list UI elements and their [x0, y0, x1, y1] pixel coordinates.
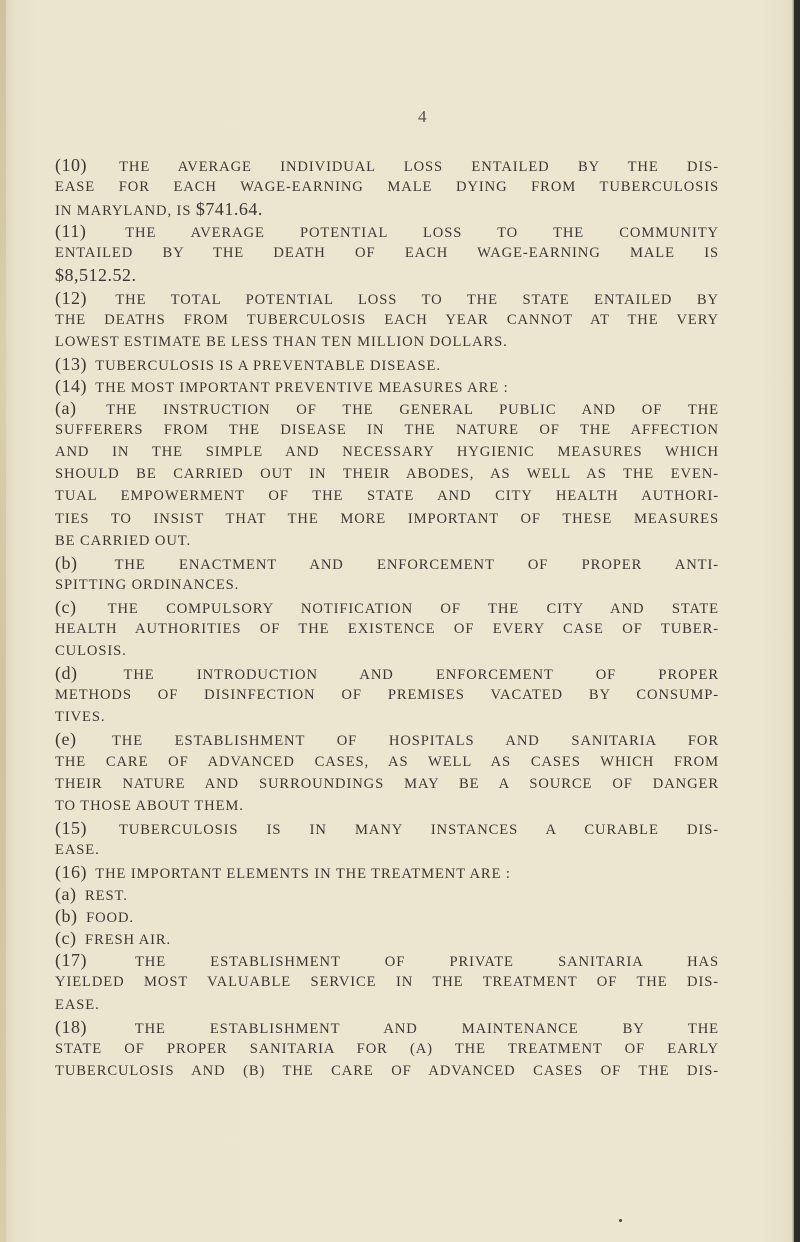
- text-line: [55, 331, 719, 353]
- line-text: THE ESTABLISHMENT AND MAINTENANCE BY THE: [134, 1020, 719, 1037]
- item-number: (12): [55, 287, 87, 308]
- line-text: SHOULD BE CARRIED OUT IN THEIR ABODES, AS WELL AS THE EVEN-: [55, 466, 719, 483]
- text-line: [55, 949, 719, 971]
- item-number: (11): [55, 221, 87, 242]
- item-number: (d): [55, 663, 78, 684]
- item-number: (18): [55, 1016, 87, 1037]
- amount-figure: $8,512.52.: [55, 265, 137, 286]
- line-text: THE MOST IMPORTANT PREVENTIVE MEASURES ARE :: [95, 379, 509, 396]
- line-text: THE COMPULSORY NOTIFICATION OF THE CITY AND STATE: [107, 600, 719, 617]
- page-left-edge: [0, 0, 6, 1242]
- text-line: [55, 375, 719, 397]
- text-line: [55, 662, 719, 684]
- text-line: [55, 552, 719, 574]
- line-text: THE ESTABLISHMENT OF PRIVATE SANITARIA HAS: [134, 954, 719, 971]
- item-number: (c): [55, 928, 77, 949]
- item-number: (a): [55, 884, 77, 905]
- text-line: [55, 773, 719, 795]
- text-line: [55, 994, 719, 1016]
- text-line: [55, 817, 719, 839]
- line-text: THE AVERAGE INDIVIDUAL LOSS ENTAILED BY THE DIS-: [119, 159, 719, 175]
- line-text: THE CARE OF ADVANCED CASES, AS WELL AS CASES WHICH FROM: [55, 753, 719, 770]
- text-line: [55, 198, 719, 220]
- line-text: THE IMPORTANT ELEMENTS IN THE TREATMENT ARE :: [95, 866, 511, 882]
- text-line: [55, 574, 719, 596]
- line-text: SPITTING ORDINANCES.: [55, 576, 240, 593]
- line-text: THEIR NATURE AND SURROUNDINGS MAY BE A SOURCE OF DANGER: [55, 775, 719, 792]
- line-text: REST.: [85, 888, 128, 905]
- text-line: [55, 508, 719, 530]
- text-line: [55, 242, 719, 264]
- item-number: (13): [55, 353, 87, 374]
- line-text: SUFFERERS FROM THE DISEASE IN THE NATURE OF THE AFFECTION: [55, 422, 719, 439]
- line-text: TO THOSE ABOUT THEM.: [55, 797, 244, 814]
- text-line: [55, 441, 719, 463]
- text-line: [55, 419, 719, 441]
- item-number: (10): [55, 155, 87, 175]
- text-line: [55, 154, 719, 176]
- line-text: TUBERCULOSIS IS A PREVENTABLE DISEASE.: [95, 357, 441, 374]
- line-text: THE ESTABLISHMENT OF HOSPITALS AND SANITARIA FOR: [111, 733, 719, 750]
- text-line: [55, 905, 719, 927]
- line-text: THE INSTRUCTION OF THE GENERAL PUBLIC AND OF THE: [106, 402, 719, 419]
- amount-figure: $741.64.: [195, 199, 263, 220]
- line-text: EASE.: [55, 841, 100, 858]
- text-line: [55, 728, 719, 750]
- text-line: [55, 397, 719, 419]
- text-line: [55, 618, 719, 640]
- item-number: (17): [55, 950, 87, 971]
- text-line: [55, 1016, 719, 1038]
- line-text: THE DEATHS FROM TUBERCULOSIS EACH YEAR CANNOT AT THE VERY: [55, 311, 719, 328]
- text-line: [55, 971, 719, 993]
- line-text: HEALTH AUTHORITIES OF THE EXISTENCE OF EVERY CASE OF TUBER-: [55, 620, 719, 637]
- line-text: THE ENACTMENT AND ENFORCEMENT OF PROPER ANTI-: [114, 556, 719, 573]
- line-text: TUBERCULOSIS IS IN MANY INSTANCES A CURABLE DIS-: [118, 821, 719, 838]
- line-text: LOWEST ESTIMATE BE LESS THAN TEN MILLION DOLLARS.: [55, 333, 508, 350]
- line-text: YIELDED MOST VALUABLE SERVICE IN THE TREATMENT OF THE DIS-: [55, 974, 719, 991]
- line-text: TUAL EMPOWERMENT OF THE STATE AND CITY HEALTH AUTHORI-: [55, 488, 719, 505]
- text-line: [55, 287, 719, 309]
- line-text: IN MARYLAND, IS: [55, 203, 196, 220]
- item-number: (e): [55, 729, 77, 750]
- text-line: [55, 176, 719, 198]
- text-line: [55, 596, 719, 618]
- text-line: [55, 640, 719, 662]
- text-line: [55, 706, 719, 728]
- line-text: TUBERCULOSIS AND (B) THE CARE OF ADVANCED CASES OF THE DIS-: [55, 1062, 719, 1079]
- text-line: [55, 795, 719, 817]
- line-text: FOOD.: [86, 910, 134, 927]
- page-number: 4: [418, 107, 427, 126]
- item-number: (14): [55, 375, 87, 396]
- line-text: STATE OF PROPER SANITARIA FOR (A) THE TREATMENT OF EARLY: [55, 1040, 719, 1057]
- line-text: EASE.: [55, 996, 100, 1013]
- line-text: AND IN THE SIMPLE AND NECESSARY HYGIENIC MEASURES WHICH: [55, 444, 719, 461]
- item-number: (c): [55, 596, 77, 617]
- text-line: [55, 883, 719, 905]
- item-number: (b): [55, 906, 78, 927]
- text-line: [55, 839, 719, 861]
- text-line: [55, 684, 719, 706]
- text-line: [55, 463, 719, 485]
- text-line: [55, 309, 719, 331]
- item-number: (a): [55, 398, 77, 419]
- line-text: ENTAILED BY THE DEATH OF EACH WAGE-EARNING MALE IS: [55, 245, 719, 262]
- line-text: THE INTRODUCTION AND ENFORCEMENT OF PROPER: [123, 667, 719, 684]
- line-text: TIVES.: [55, 709, 106, 726]
- text-line: [55, 927, 719, 949]
- text-line: [55, 485, 719, 507]
- item-number: (16): [55, 862, 87, 882]
- page-right-edge: [794, 0, 800, 1242]
- line-text: METHODS OF DISINFECTION OF PREMISES VACATED BY CONSUMP-: [55, 687, 719, 704]
- text-line: [55, 353, 719, 375]
- body-text: [55, 154, 719, 1082]
- line-text: BE CARRIED OUT.: [55, 532, 192, 549]
- text-line: [55, 530, 719, 552]
- line-text: FRESH AIR.: [85, 932, 172, 949]
- text-line: [55, 751, 719, 773]
- text-line: [55, 264, 719, 286]
- line-text: TIES TO INSIST THAT THE MORE IMPORTANT OF THESE MEASURES: [55, 510, 719, 527]
- line-text: EASE FOR EACH WAGE-EARNING MALE DYING FROM TUBERCULOSIS: [55, 179, 719, 196]
- text-line: [55, 220, 719, 242]
- item-number: (15): [55, 817, 87, 838]
- text-line: [55, 1060, 719, 1082]
- line-text: CULOSIS.: [55, 643, 127, 660]
- text-line: [55, 1038, 719, 1060]
- text-line: [55, 861, 719, 883]
- line-text: THE TOTAL POTENTIAL LOSS TO THE STATE ENTAILED BY: [115, 291, 719, 308]
- item-number: (b): [55, 552, 78, 573]
- line-text: THE AVERAGE POTENTIAL LOSS TO THE COMMUNITY: [125, 225, 719, 242]
- speck-mark: [619, 1219, 622, 1222]
